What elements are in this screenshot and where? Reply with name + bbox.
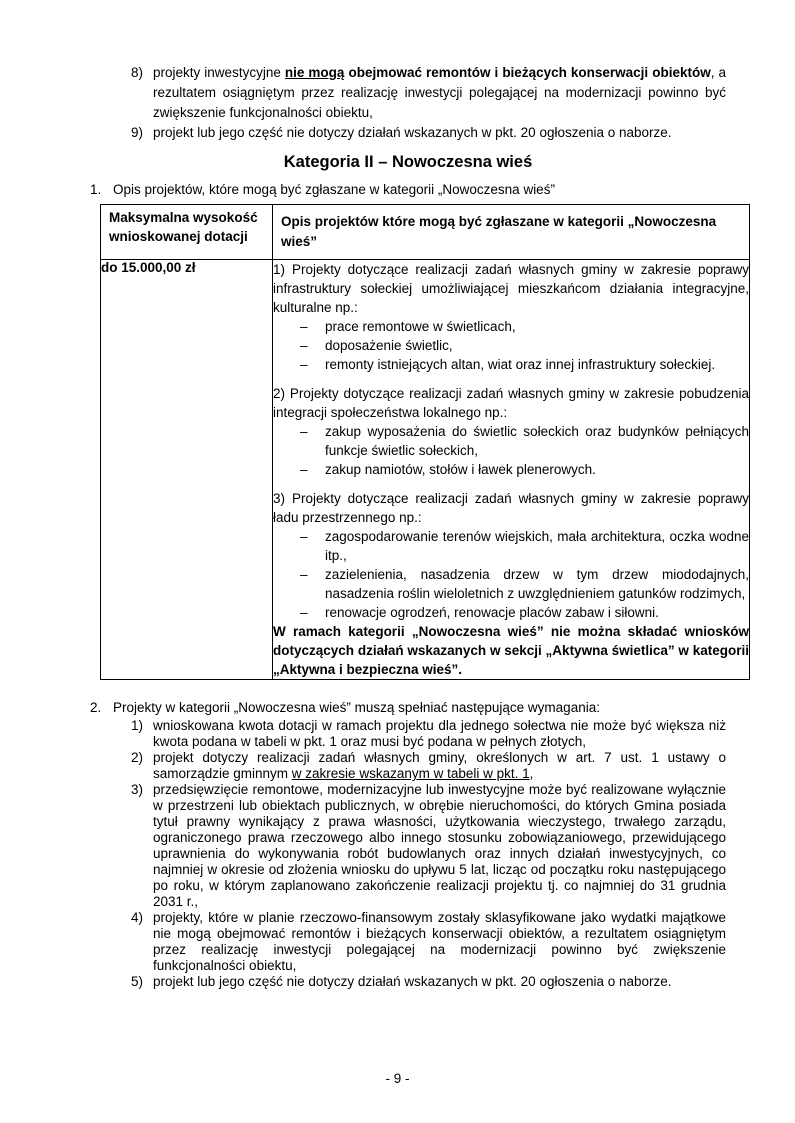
dash-marker: – [300, 319, 308, 334]
bullet-item: – zagospodarowanie terenów wiejskich, mała architektura, oczka wodne itp., [300, 529, 749, 563]
bullet-item: – prace remontowe w świetlicach, [300, 319, 516, 334]
category-table [100, 204, 750, 680]
page-content [90, 63, 749, 990]
bullet-item: – zakup namiotów, stołów i ławek plenerowych. [300, 462, 596, 477]
bullet-item: – renowacje ogrodzeń, renowacje placów zabaw i siłowni. [300, 605, 659, 620]
emphasized-text: nie mogą [284, 65, 345, 80]
list-item-text: projekty, które w planie rzeczowo-finansowym zostały sklasyfikowane jako wydatki majątkowe nie mogą obejmować remontów i bieżących konserwacji obiektów, a rezultatem osiągniętym przez realizację inwestycji polegającej na modernizacji powinno być zwiększenie funkcjonalności obiektu, [153, 910, 726, 973]
list-item-text: wnioskowana kwota dotacji w ramach projektu dla jednego sołectwa nie może być większa niż kwota podana w tabeli w pkt. 1 oraz musi być podana w pełnych złotych, [153, 718, 726, 749]
table-header-description: Opis projektów które mogą być zgłaszane w kategorii „Nowoczesna wieś” [273, 205, 750, 260]
point-number: 2. [90, 700, 102, 715]
dash-marker: – [300, 529, 308, 544]
dash-marker: – [300, 338, 308, 353]
list-item-number: 2) [131, 750, 144, 765]
underlined-text: w zakresie wskazanym w tabeli w pkt. 1 [291, 766, 530, 781]
point-1-title [90, 181, 726, 198]
point-title-text: Opis projektów, które mogą być zgłaszane w kategorii „Nowoczesna wieś” [113, 182, 555, 197]
description-cell [273, 260, 750, 680]
dash-marker: – [300, 424, 308, 439]
table-body-row [101, 260, 750, 680]
requirements-list-top [90, 63, 726, 143]
list-item-number: 9) [131, 125, 144, 140]
list-item-text: projekt lub jego część nie dotyczy działań wskazanych w pkt. 20 ogłoszenia o naborze. [153, 974, 672, 989]
table-header-row [101, 205, 750, 260]
section-2 [90, 700, 726, 990]
list-item-number: 5) [131, 974, 144, 989]
bullet-item: – zakup wyposażenia do świetlic sołeckich oraz budynków pełniących funkcje świetlic sołeckich, [300, 424, 749, 458]
requirement-item-3 [90, 782, 726, 910]
list-item-number: 3) [131, 782, 144, 797]
requirements-list-bottom [90, 718, 726, 990]
list-item-text: projekt lub jego część nie dotyczy działań wskazanych w pkt. 20 ogłoszenia o naborze. [153, 125, 672, 140]
list-item-number: 1) [131, 718, 144, 733]
group-intro: 1) Projekty dotyczące realizacji zadań własnych gminy w zakresie poprawy infrastruktury sołeckiej umożliwiającej mieszkańcom działania integracyjne, kulturalne np.: [273, 262, 749, 315]
project-group-3 [273, 489, 749, 622]
dash-marker: – [300, 567, 308, 582]
dash-marker: – [300, 462, 308, 477]
dash-marker: – [300, 357, 308, 372]
table-header-max-amount: Maksymalna wysokość wnioskowanej dotacji [101, 205, 273, 260]
point-number: 1. [90, 182, 102, 197]
page-number: - 9 - [385, 1071, 410, 1086]
requirement-item-4 [90, 910, 726, 974]
bullet-item: – zazielenienia, nasadzenia drzew w tym drzew miododajnych, nasadzenia roślin wieloletnich z uwzględnieniem gatunków rodzimych, [300, 567, 749, 601]
point-title-text: Projekty w kategorii „Nowoczesna wieś” muszą spełniać następujące wymagania: [113, 700, 600, 715]
group-intro: 3) Projekty dotyczące realizacji zadań własnych gminy w zakresie poprawy ładu przestrzennego np.: [273, 491, 749, 525]
list-item-8 [90, 63, 726, 123]
bullet-item: – doposażenie świetlic, [300, 338, 453, 353]
group-intro: 2) Projekty dotyczące realizacji zadań własnych gminy w zakresie pobudzenia integracji społeczeństwa lokalnego np.: [273, 386, 749, 420]
list-item-number: 8) [131, 65, 144, 80]
bold-text: obejmować remontów i bieżących konserwacji obiektów [344, 65, 711, 80]
max-amount-cell: do 15.000,00 zł [101, 260, 273, 680]
section-heading: Kategoria II – Nowoczesna wieś [283, 153, 533, 171]
requirement-item-1 [90, 718, 726, 750]
dash-marker: – [300, 605, 308, 620]
list-item-text: projekty inwestycyjne nie mogą obejmować remontów i bieżących konserwacji obiektów, a rezultatem osiągniętym przez realizację inwestycji polegającej na modernizacji powinno być zwiększenie funkcjonalności obiektu, [153, 65, 726, 120]
requirement-item-5 [90, 974, 726, 990]
list-item-9 [90, 123, 726, 143]
list-item-text: projekt dotyczy realizacji zadań własnych gminy, określonych w art. 7 ust. 1 ustawy o samorządzie gminnym w zakresie wskazanym w tabeli w pkt. 1, [153, 750, 726, 781]
project-group-1 [273, 260, 749, 374]
project-group-2 [273, 384, 749, 479]
list-item-text: przedsięwzięcie remontowe, modernizacyjne lub inwestycyjne może być realizowane wyłącznie w przestrzeni lub obiektach publicznych, w obrębie nieruchomości, do których Gmina posiada tytuł prawny wynikający z prawa własności, użytkowania wieczystego, trwałego zarządu, ograniczonego prawa rzeczowego albo innego stosunku zobowiązaniowego, przewidującego uprawnienia do wykonywania robót budowlanych oraz innych działań inwestycyjnych, co najmniej w okresie od złożenia wniosku do upływu 5 lat, licząc od początku roku następującego po roku, w którym zaplanowano zakończenie realizacji projektu tj. co najmniej do 31 grudnia 2031 r., [153, 782, 726, 909]
point-2-title [90, 700, 726, 716]
list-item-number: 4) [131, 910, 144, 925]
bullet-item: – remonty istniejących altan, wiat oraz innej infrastruktury sołeckiej. [300, 357, 716, 372]
table-bold-note: W ramach kategorii „Nowoczesna wieś” nie można składać wniosków dotyczących działań wskazanych w sekcji „Aktywna świetlica” w kategorii „Aktywna i bezpieczna wieś”. [273, 624, 749, 677]
requirement-item-2 [90, 750, 726, 782]
